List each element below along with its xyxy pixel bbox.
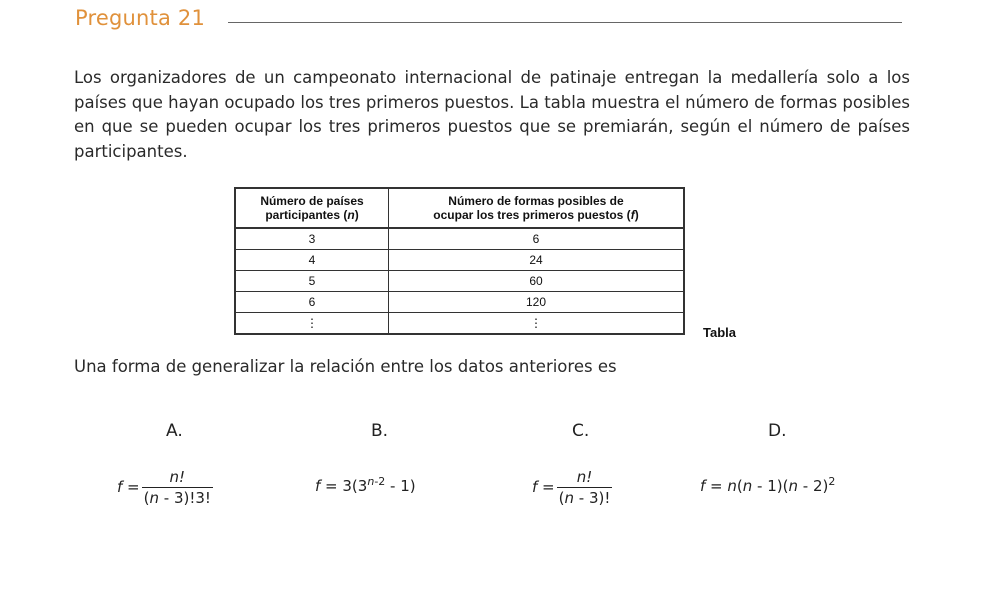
table-cell: 6 (235, 292, 389, 313)
table-cell: 6 (389, 228, 685, 250)
option-a-letter[interactable]: A. (166, 421, 183, 441)
table-row (235, 228, 684, 250)
question-stem: Una forma de generalizar la relación entre los datos anteriores es (74, 357, 617, 376)
table-row (235, 271, 684, 292)
table-cell: ⋮ (235, 313, 389, 335)
option-b-formula[interactable]: $f = 3(3^{n-2} - 1)$ (315, 475, 416, 495)
table-cell: 4 (235, 250, 389, 271)
table-cell: 60 (389, 271, 685, 292)
table-header-ways: Número de formas posibles de ocupar los tres primeros puestos (f) (389, 188, 685, 228)
table-cell: 24 (389, 250, 685, 271)
title-divider (228, 22, 902, 23)
table-cell: 5 (235, 271, 389, 292)
question-paragraph: Los organizadores de un campeonato internacional de patinaje entregan la medallería solo a los países que hayan ocupado los tres primeros puestos. La tabla muestra el número de formas posibles en que se pueden ocupar los tres primeros puestos que se premiarán, según el número de países participantes. (74, 68, 910, 161)
option-d-letter[interactable]: D. (768, 421, 787, 441)
table-row (235, 313, 684, 335)
table-cell: 3 (235, 228, 389, 250)
table-header-countries: Número de países participantes (n) (235, 188, 389, 228)
table-label: Tabla (703, 325, 736, 340)
option-b-letter[interactable]: B. (371, 421, 389, 441)
option-c-letter[interactable]: C. (572, 421, 590, 441)
option-d-formula[interactable]: f = n(n - 1)(n - 2)$^2$ (700, 475, 836, 495)
table-row (235, 292, 684, 313)
question-title: Pregunta 21 (75, 6, 206, 30)
data-table (234, 187, 685, 335)
option-a-formula[interactable]: f = $\frac{n!}{(n - 3)!3!}$ (117, 468, 211, 507)
option-c-formula[interactable]: f = $\frac{n!}{(n - 3)!}$ (532, 468, 611, 507)
table-cell: ⋮ (389, 313, 685, 335)
table-cell: 120 (389, 292, 685, 313)
table-row (235, 250, 684, 271)
